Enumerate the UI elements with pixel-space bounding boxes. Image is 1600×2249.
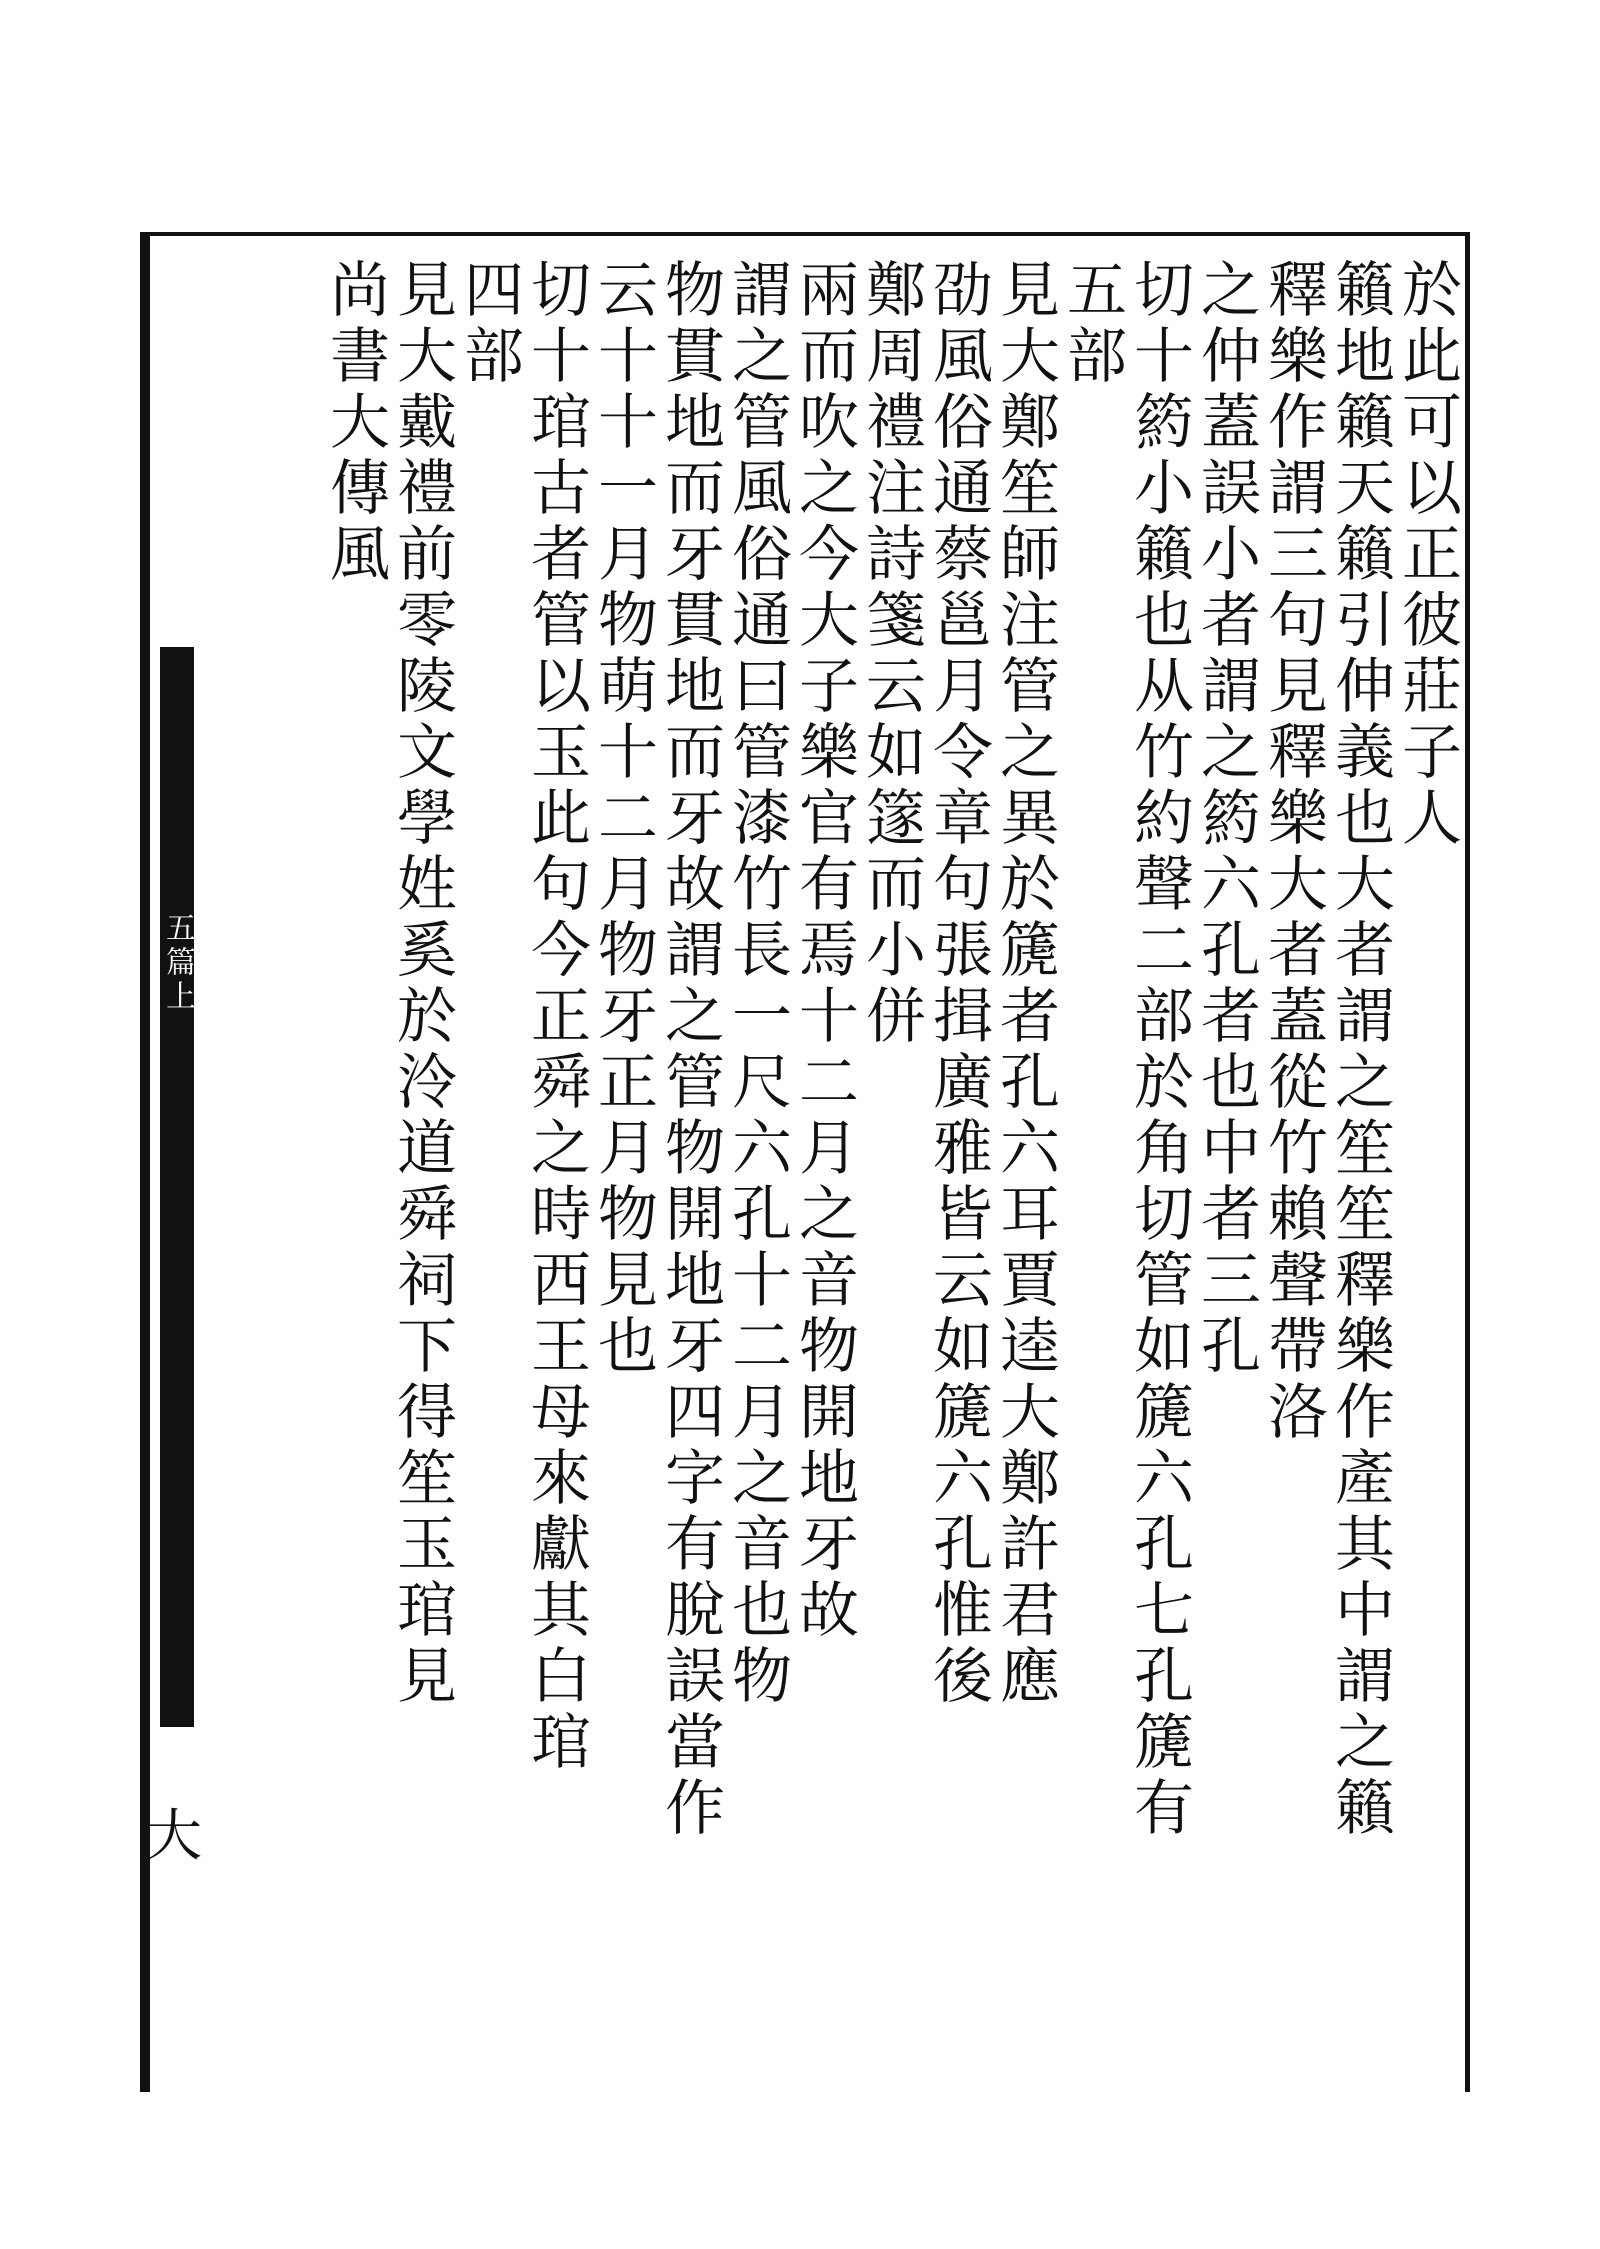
margin-band	[160, 647, 194, 1727]
top-rule	[140, 232, 1470, 236]
text-line: 云十十一月物萌十二月物牙正月物見也	[588, 258, 658, 1380]
margin-mark: 大	[146, 1804, 202, 1869]
text-line: 鄭周禮注詩箋云如篴而小併	[856, 258, 926, 1050]
text-line: 五部	[1057, 258, 1127, 390]
text-line: 切十箹小籟也从竹約聲二部於角切管如篪六孔七孔篪有	[1124, 258, 1194, 1842]
text-line: 劭風俗通蔡邕月令章句張揖廣雅皆云如篪六孔惟後	[923, 258, 993, 1710]
text-line: 見大戴禮前零陵文學姓奚於泠道舜祠下得笙玉琯見	[387, 258, 457, 1710]
text-line: 物貫地而牙貫地而牙故謂之管物開地牙四字有脫誤當作	[655, 258, 725, 1842]
text-line: 謂之管風俗通曰管漆竹長一尺六孔十二月之音也物	[722, 258, 792, 1710]
text-line: 於此可以正彼莊子人	[1392, 258, 1462, 852]
text-line: 見大鄭笙師注管之異於篪者孔六耳賈逵大鄭許君應	[990, 258, 1060, 1710]
text-line: 兩而吹之今大子樂官有焉十二月之音物開地牙故	[789, 258, 859, 1644]
text-line: 切十琯古者管以玉此句今正舜之時西王母來獻其白琯	[521, 258, 591, 1776]
text-line: 尚書大傳風	[320, 258, 390, 588]
text-line: 四部	[454, 258, 524, 390]
margin-label: 五篇上	[160, 912, 195, 1014]
text-line: 之仲蓋誤小者謂之箹六孔者也中者三孔	[1191, 258, 1261, 1380]
text-line: 籟地籟天籟引伸義也大者謂之笙笙釋樂作產其中謂之籟	[1325, 258, 1395, 1842]
text-line: 釋樂作謂三句見釋樂大者蓋從竹賴聲帶洛	[1258, 258, 1328, 1446]
text-block	[220, 258, 1460, 2068]
right-rule	[1465, 232, 1470, 2092]
